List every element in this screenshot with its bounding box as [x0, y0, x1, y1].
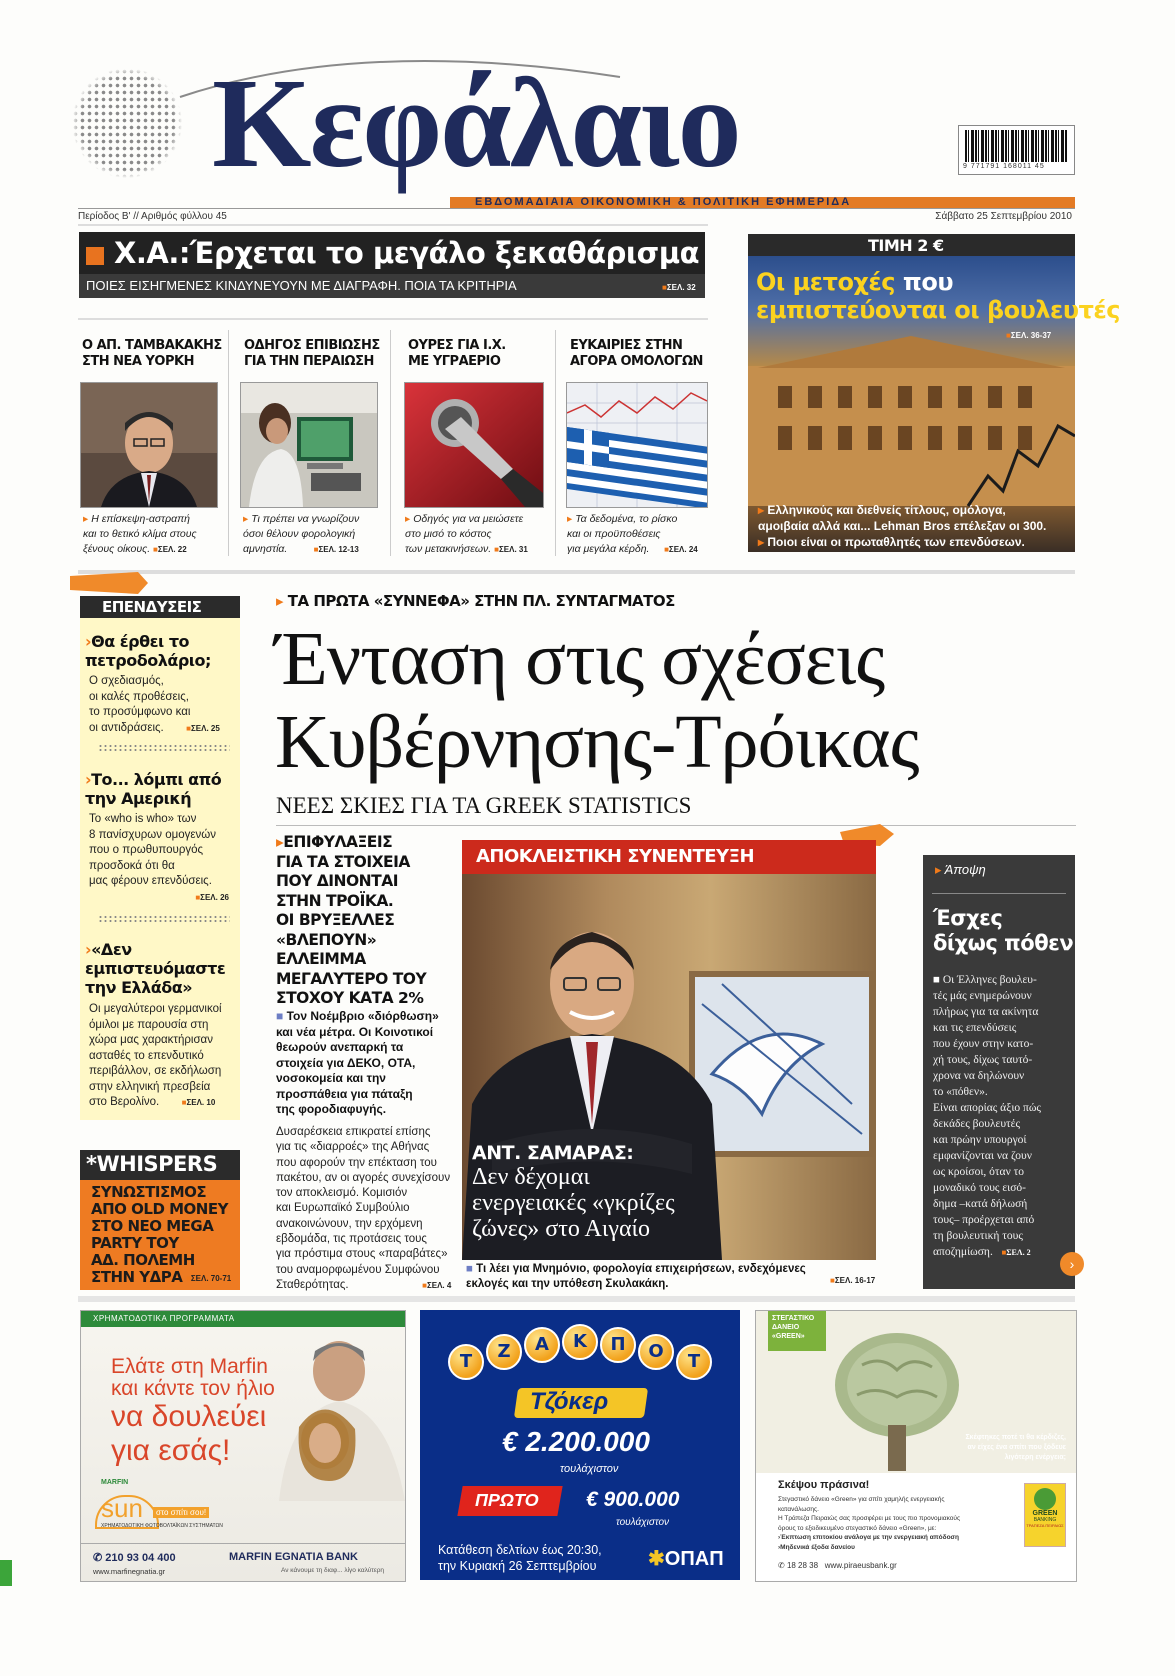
masthead-subtitle: ΕΒΔΟΜΑΔΙΑΙΑ ΟΙΚΟΝΟΜΙΚΗ & ΠΟΛΙΤΙΚΗ ΕΦΗΜΕΡΙΔΑ — [475, 196, 852, 208]
barcode-number: 9 771791 168011 45 — [963, 163, 1045, 170]
jackpot-letter-ball: Ζ — [486, 1334, 522, 1370]
investment-body — [89, 674, 220, 736]
headline-line: εμπιστευόμαστε — [85, 959, 226, 978]
question-line: Σκέφτηκες ποτέ τι θα κέρδιζες, — [965, 1434, 1066, 1441]
heading-line: ΕΛΛΕΙΜΜΑ — [276, 950, 366, 968]
teaser-caption: ▸ Τι πρέπει να γνωρίζουν όσοι θέλουν φορολογική αμνηστία. ■ ΣΕΛ. 12-13 — [243, 512, 359, 557]
bank-name: MARFIN EGNATIA BANK — [229, 1551, 358, 1563]
body-line: που ο πρωθυπουργός — [89, 844, 204, 856]
body-line: όμιλοι με παρουσία στη — [89, 1018, 209, 1031]
teaser-heading-line: ΕΥΚΑΙΡΙΕΣ ΣΤΗΝ — [570, 338, 683, 353]
teaser-heading-line: Ο ΑΠ. ΤΑΜΒΑΚΑΚΗΣ — [82, 338, 222, 353]
phone-number: 210 93 04 400 — [105, 1552, 176, 1564]
ad-question — [906, 1433, 1066, 1463]
item-line: PARTY ΤΟΥ — [91, 1234, 179, 1252]
heading-line: ΟΙ ΒΡΥΞΕΛΛΕΣ — [276, 911, 395, 929]
lead-line: Τον Νοέμβριο «διόρθωση» — [286, 1009, 439, 1023]
teaser-heading[interactable] — [82, 338, 222, 370]
question-line: αν είχες ένα σπίτι που ξόδευε — [967, 1444, 1066, 1451]
orange-arrow-icon — [70, 572, 150, 594]
caption-line: των μετακινήσεων. — [405, 543, 492, 555]
whispers-item[interactable] — [91, 1184, 228, 1286]
page-ref: ■ ΣΕΛ. 2 — [1001, 1248, 1030, 1257]
deadline-text — [438, 1542, 602, 1574]
couple-photo — [259, 1331, 405, 1501]
issue-date: Σάββατο 25 Σεπτεμβρίου 2010 — [935, 211, 1072, 222]
ad-phone[interactable]: ✆ 210 93 04 400 — [93, 1552, 176, 1564]
caption-line: και το θετικό κλίμα στους — [83, 528, 197, 540]
body-line: Οι Έλληνες βουλευ- — [942, 974, 1037, 986]
mps-caption: ▸ Ποιοι είναι οι πρωταθλητές των επενδύσεων. — [758, 535, 1025, 549]
body-line: χρονα να δηλώνουν — [933, 1070, 1025, 1082]
page-ref: ■ ΣΕΛ. 10 — [182, 1098, 216, 1107]
body-line: Σταθερότητας. — [276, 1278, 349, 1291]
logo-text: BANKING — [1033, 1517, 1057, 1523]
caption-line: εκλογές και την υπόθεση Σκυλακάκη. — [466, 1278, 669, 1290]
headline-part: Οι μετοχές — [756, 268, 895, 296]
heading-line: ΣΤΟΧΟΥ ΚΑΤΑ 2% — [276, 989, 424, 1007]
body-line: πακέτου, αν οι αγορές συνεχίσουν — [276, 1171, 451, 1184]
caption-line: Η επίσκεψη-αστραπή — [91, 513, 190, 525]
divider — [78, 224, 708, 226]
teaser-photo-fuel[interactable] — [404, 382, 544, 508]
caption-line: Τι πρέπει να γνωρίζουν — [251, 513, 360, 525]
ad-tag — [772, 1314, 814, 1341]
masthead-title: Κεφάλαιο — [212, 52, 740, 194]
headline-part: που — [902, 268, 954, 296]
headline-line: «Δεν — [91, 940, 132, 959]
heading-line: ΓΙΑ ΤΑ ΣΤΟΙΧΕΙΑ — [276, 852, 410, 871]
tab-label: Άποψη — [944, 862, 986, 877]
body-line: χώρα μας χαρακτήρισαν — [89, 1034, 213, 1046]
body-line: Ο σχεδιασμός, — [89, 675, 164, 687]
tag-line: ΣΤΕΓΑΣΤΙΚΟ — [772, 1315, 815, 1322]
question-line: λιγότερη ενέργεια; — [1004, 1454, 1066, 1461]
section-label: ΕΠΕΝΔΥΣΕΙΣ — [102, 598, 202, 616]
body-line: εβδομάδα, τις προτάσεις τους — [276, 1233, 427, 1246]
minimum-label: τουλάχιστον — [616, 1517, 670, 1528]
slogan-line: και κάντε τον ήλιο — [111, 1377, 275, 1400]
teaser-heading-line: ΓΙΑ ΤΗΝ ΠΕΡΑΙΩΣΗ — [244, 354, 374, 369]
jackpot-letter-ball: Ο — [638, 1334, 674, 1370]
heading-line: ΕΠΙΦΥΛΑΞΕΙΣ — [283, 833, 393, 851]
jackpot-letter-ball: Α — [524, 1327, 560, 1363]
logo-text: ΤΡΑΠΕΖΑ ΠΕΙΡΑΙΩΣ — [1026, 1523, 1064, 1528]
body-line: τές μάς ενημερώνουν — [933, 990, 1032, 1002]
body-line: το «πόθεν». — [933, 1086, 988, 1098]
barcode-lines — [965, 130, 1068, 162]
item-line: ΣΤΗΝ ΥΔΡΑ — [91, 1268, 183, 1286]
teaser-photo-tamvakakis[interactable] — [80, 382, 218, 508]
headline-part: εμπιστεύονται οι βουλευτές — [756, 296, 1121, 324]
headline-line: πετροδολάριο; — [85, 651, 211, 670]
body-line: εμφανίζονται να ζουν — [933, 1150, 1032, 1162]
body-line: και Ευρωπαϊκό Συμβούλιο — [276, 1202, 410, 1215]
logo-text: ΧΡΗΜΑΤΟΔΟΤΙΚΗ ΦΩΤΟΒΟΛΤΑΪΚΩΝ ΣΥΣΤΗΜΑΤΩΝ — [101, 1523, 223, 1529]
tzoker-logo: Τζόκερ — [530, 1388, 609, 1415]
page-ref: ■ ΣΕΛ. 4 — [422, 1281, 451, 1290]
ad-description — [778, 1495, 960, 1552]
teaser-photo-office[interactable] — [240, 382, 378, 508]
proto-amount: € 900.000 — [586, 1488, 680, 1511]
body-line: το προσύμφωνο και — [89, 706, 191, 718]
desc-line: ›Μηδενικά έξοδα δανείου — [778, 1543, 855, 1551]
green-banking-logo — [1024, 1483, 1066, 1547]
headline-line: Θα έρθει το — [91, 632, 190, 651]
teaser-heading[interactable] — [570, 338, 703, 370]
caption-line: όσοι θέλουν φορολογική — [243, 528, 356, 540]
logo-text: στο σπίτι σου! — [153, 1507, 209, 1518]
heading-line: ΠΟΥ ΔΙΝΟΝΤΑΙ — [276, 872, 398, 890]
slogan-line: να δουλεύει — [111, 1400, 267, 1433]
page-ref: ■ ΣΕΛ. 36-37 — [1006, 331, 1051, 340]
edge-marker — [0, 1560, 12, 1586]
lead-line: νοσοκομεία και την — [276, 1071, 386, 1085]
heading-line: ΜΕΓΑΛΥΤΕΡΟ ΤΟΥ — [276, 969, 427, 988]
quote-line: ζώνες» στο Αιγαίο — [472, 1216, 650, 1242]
caption-line: Τι λέει για Μνημόνιο, φορολογία επιχειρήσεων, ενδεχόμενες — [476, 1263, 806, 1275]
tag-line: «GREEN» — [772, 1333, 805, 1340]
page-ref: ■ ΣΕΛ. 16-17 — [830, 1276, 875, 1285]
body-line: μοναδικό τους εισό- — [933, 1182, 1027, 1194]
quote-line: Δεν δέχομαι — [472, 1164, 590, 1190]
body-line: δημα –κατά δήλωσή — [933, 1198, 1028, 1210]
deadline-line: Κατάθεση δελτίων έως 20:30, — [438, 1543, 602, 1557]
body-line: Οι μεγαλύτεροι γερμανικοί — [89, 1003, 222, 1015]
body-line: που έχουν στην κατο- — [933, 1038, 1034, 1050]
page-ref: ■ ΣΕΛ. 31 — [494, 545, 528, 554]
logo-text: GREEN — [1032, 1510, 1058, 1517]
body-line: για τις «διαρροές» της Αθήνας — [276, 1141, 430, 1154]
jackpot-amount: € 2.200.000 — [502, 1426, 650, 1457]
jackpot-letter-ball: Κ — [562, 1324, 598, 1360]
body-line: που αφορούν την επέκταση του — [276, 1156, 437, 1169]
logo-text: MARFIN — [101, 1479, 129, 1486]
item-line: ΑΠΟ OLD MONEY — [91, 1200, 228, 1218]
body-line: προσδοκά ότι θα — [89, 859, 175, 872]
body-line: του αναμορφωμένου Συμφώνου — [276, 1263, 440, 1276]
summary-lead: ■ Τον Νοέμβριο «διόρθωση» και νέα μέτρα. Οι Κοινοτικοί θεωρούν ανεπαρκή τα στοιχεία για ΔΕΚΟ, ΟΤΑ, νοσοκομεία και την προσπάθεια για πάταξη της φοροδιαφυγής. — [276, 1009, 439, 1116]
body-line: οι καλές προθέσεις, — [89, 690, 189, 703]
ad-website[interactable]: www.marfinegnatia.gr — [93, 1567, 166, 1576]
headline-line: την Ελλάδα» — [85, 978, 193, 997]
heading-line: «ΒΛΕΠΟΥΝ» — [276, 930, 377, 949]
divider — [276, 825, 1076, 826]
body-line: χή τους, δίχως ταυτό- — [933, 1054, 1033, 1066]
body-line: τη βουλευτική τους — [933, 1230, 1023, 1242]
body-line: ως κροίσοι, όταν το — [933, 1166, 1025, 1178]
mps-caption: ▸ Ελληνικούς και διεθνείς τίτλους, ομόλογα, — [758, 503, 1006, 517]
caption-line: στο μισό το κόστος — [405, 528, 492, 540]
desc-line: Η Τράπεζα Πειραιώς σας προσφέρει με τους πιο προνομιακούς — [778, 1515, 961, 1522]
caption-line: αμνηστία. — [243, 543, 288, 555]
ad-headline: Σκέψου πράσινα! — [778, 1479, 870, 1491]
divider — [78, 570, 1075, 574]
marfin-sun-logo — [95, 1479, 225, 1527]
body-line: Δυσαρέσκεια επικρατεί επίσης — [276, 1126, 431, 1138]
main-headline[interactable] — [275, 618, 919, 784]
jackpot-letter-ball: Π — [600, 1327, 636, 1363]
jackpot-letters — [420, 1310, 740, 1380]
headline-line: Το... λόμπι από — [91, 770, 222, 789]
divider — [78, 1296, 1075, 1302]
investment-headline[interactable]: ›«Δεν εμπιστευόμαστε την Ελλάδα» — [85, 940, 226, 997]
interview-caption: ■ Τι λέει για Μνημόνιο, φορολογία επιχειρήσεων, ενδεχόμενες εκλογές και την υπόθεση Σκυλακάκη. — [466, 1262, 866, 1292]
divider — [932, 893, 1066, 894]
body-line: τους– προέρχεται από — [933, 1214, 1035, 1226]
page-ref: ■ ΣΕΛ. 32 — [662, 283, 696, 292]
dotted-divider — [98, 744, 230, 752]
body-line: δεκάδες βουλευτές — [933, 1118, 1021, 1130]
teaser-caption: ▸ Τα δεδομένα, το ρίσκο και οι προϋποθέσεις για μεγάλα κέρδη. ■ ΣΕΛ. 24 — [567, 512, 698, 557]
body-line: Το «who is who» των — [89, 813, 197, 825]
ad-tag: ΧΡΗΜΑΤΟΔΟΤΙΚΑ ΠΡΟΓΡΑΜΜΑΤΑ — [93, 1314, 235, 1323]
body-line: και πρώην υπουργοί — [933, 1134, 1027, 1146]
page-ref: ■ ΣΕΛ. 70-71 — [186, 1274, 231, 1283]
divider — [555, 330, 556, 556]
item-line: ΑΔ. ΠΟΛΕΜΗ — [91, 1251, 195, 1269]
investment-headline[interactable]: ›Το... λόμπι από την Αμερική — [85, 770, 222, 808]
minimum-label: τουλάχιστον — [560, 1463, 619, 1475]
bank-slogan: Αν κάνουμε τη διαφ... λίγο καλύτερη — [281, 1567, 385, 1574]
lead-line: και νέα μέτρα. Οι Κοινοτικοί — [276, 1024, 434, 1039]
arrow-down-icon — [86, 247, 104, 265]
ad-green-banking[interactable] — [755, 1310, 1077, 1582]
phone-number: 18 28 38 — [786, 1561, 819, 1570]
headline-line: Έσχες — [933, 906, 1003, 930]
page-ref: ■ ΣΕΛ. 12-13 — [314, 545, 359, 554]
body-line: περιβάλλον, σε εκδήλωση — [89, 1065, 222, 1077]
barcode — [958, 125, 1075, 175]
lead-headline[interactable]: Χ.Α.:Έρχεται το μεγάλο ξεκαθάρισμα — [114, 236, 700, 270]
caption-line: Ελληνικούς και διεθνείς τίτλους, ομόλογα, — [767, 503, 1006, 517]
proto-logo: ΠΡΩΤΟ — [475, 1490, 539, 1510]
caption-line: Ποιοι είναι οι πρωταθλητές των επενδύσεων. — [767, 535, 1025, 549]
investment-headline[interactable]: ›Θα έρθει το πετροδολάριο; — [85, 632, 211, 670]
ad-contact[interactable]: ✆ 18 28 38 www.piraeusbank.gr — [778, 1561, 897, 1570]
body-line: αποζημίωση. — [933, 1246, 993, 1258]
body-line: ανακοινώνουν, την ερχόμενη — [276, 1217, 423, 1230]
body-line: στην ελληνική πρεσβεία — [89, 1080, 211, 1093]
interview-label: ΑΠΟΚΛΕΙΣΤΙΚΗ ΣΥΝΕΝΤΕΥΞΗ — [476, 846, 755, 867]
kicker-text: ΤΑ ΠΡΩΤΑ «ΣΥΝΝΕΦΑ» ΣΤΗΝ ΠΛ. ΣΥΝΤΑΓΜΑΤΟΣ — [287, 592, 675, 610]
deadline-line: την Κυριακή 26 Σεπτεμβρίου — [438, 1559, 597, 1573]
teaser-heading-line: ΑΓΟΡΑ ΟΜΟΛΟΓΩΝ — [570, 354, 703, 369]
item-line: ΣΤΟ ΝΕΟ MEGA — [91, 1217, 214, 1235]
caption-line: και οι προϋποθέσεις — [567, 528, 661, 540]
lead-line: προσπάθεια για πάταξη — [276, 1086, 413, 1101]
desc-line: κατανάλωσης. — [778, 1505, 819, 1513]
opinion-body: ■ Οι Έλληνες βουλευ- τές μάς ενημερώνουν πλήρως για τα ακίνητα και τις επενδύσεις που έχουν στην κατο- χή τους, δίχως ταυτό- χρονα να δηλώνουν το «πόθεν». Είναι απορίας άξιο πώς δεκάδες βουλευτές και πρώην υπουργοί εμφανίζονται να ζουν ως κροίσοι, όταν το μοναδικό τους εισό- δημα –κατά δήλωσή τους– προέρχεται από τη βουλευτική τους αποζημίωση. ■ ΣΕΛ. 2 — [933, 972, 1061, 1261]
divider — [78, 208, 1075, 209]
teaser-caption: ▸ Οδηγός για να μειώσετε στο μισό το κόστος των μετακινήσεων. ■ ΣΕΛ. 31 — [405, 512, 528, 557]
body-line: Είναι απορίας άξιο πώς — [933, 1102, 1041, 1114]
arrow-right-icon[interactable]: › — [1060, 1252, 1084, 1276]
desc-line: Στεγαστικό δάνειο «Green» για σπίτι χαμηλής ενεργειακής — [778, 1496, 945, 1503]
headline-line: δίχως πόθεν — [933, 931, 1074, 955]
page-ref: ■ ΣΕΛ. 22 — [153, 545, 187, 554]
jackpot-letter-ball: Τ — [448, 1344, 484, 1380]
body-line: τον αποκλεισμό. Κομισιόν — [276, 1187, 408, 1200]
slogan-line: Ελάτε στη Marfin — [111, 1355, 268, 1378]
teaser-heading[interactable] — [408, 338, 506, 370]
teaser-heading-line: ΟΥΡΕΣ ΓΙΑ Ι.Χ. — [408, 338, 506, 353]
caption-line: ξένους οίκους. — [83, 543, 151, 555]
body-line: οι αντιδράσεις. — [89, 721, 164, 734]
mps-caption: αμοιβαία αλλά και... Lehman Bros επέλεξαν οι 300. — [758, 519, 1047, 533]
summary-heading[interactable]: ▸ΕΠΙΦΥΛΑΞΕΙΣ ΓΙΑ ΤΑ ΣΤΟΙΧΕΙΑ ΠΟΥ ΔΙΝΟΝΤΑΙ ΣΤΗΝ ΤΡΟΪΚΑ. ΟΙ ΒΡΥΞΕΛΛΕΣ «ΒΛΕΠΟΥΝ» ΕΛΛΕΙΜΜΑ ΜΕΓΑΛΥΤΕΡΟ ΤΟΥ ΣΤΟΧΟΥ ΚΑΤΑ 2% — [276, 833, 427, 1007]
body-line: για πρόστιμα στους «παραβάτες» — [276, 1248, 448, 1261]
opinion-tab: ▸ Άποψη — [935, 862, 986, 877]
investment-body — [89, 1002, 222, 1111]
caption-line: για μεγάλα κέρδη. — [567, 543, 650, 555]
dotted-divider — [98, 915, 230, 923]
caption-line: Τα δεδομένα, το ρίσκο — [575, 513, 678, 525]
divider — [228, 330, 229, 556]
body-line: ασταθές το επενδυτικό — [89, 1049, 204, 1062]
slogan-line: για εσάς! — [111, 1434, 231, 1467]
teaser-caption: ▸ Η επίσκεψη-αστραπή και το θετικό κλίμα στους ξένους οίκους. ■ ΣΕΛ. 22 — [83, 512, 197, 557]
opap-text: ΟΠΑΠ — [664, 1548, 724, 1570]
price: ΤΙΜΗ 2 € — [868, 236, 944, 255]
teaser-heading-line: ΜΕ ΥΓΡΑΕΡΙΟ — [408, 354, 501, 369]
lead-line: θεωρούν ανεπαρκή τα — [276, 1040, 404, 1054]
headline-line: Ένταση στις σχέσεις — [275, 617, 885, 701]
ad-marfin[interactable] — [80, 1310, 406, 1582]
desc-line: ›Έκπτωση επιτοκίου ανάλογα με την ενεργειακή απόδοση — [778, 1534, 959, 1541]
mps-headline[interactable] — [756, 268, 1120, 324]
interview-quote[interactable] — [472, 1164, 675, 1242]
page-ref: ■ ΣΕΛ. 24 — [664, 545, 698, 554]
jackpot-letter-ball: Τ — [676, 1344, 712, 1380]
ad-slogan — [111, 1356, 275, 1468]
ad-tzoker[interactable] — [420, 1310, 740, 1580]
website: www.piraeusbank.gr — [824, 1561, 897, 1570]
headline-line: Κυβέρνησης-Τρόικας — [275, 700, 919, 784]
divider — [78, 318, 708, 320]
caption-line: Οδηγός για να μειώσετε — [413, 513, 524, 525]
teaser-heading-line: ΣΤΗ ΝΕΑ ΥΟΡΚΗ — [82, 354, 194, 369]
lead-line: στοιχεία για ΔΕΚΟ, ΟΤΑ, — [276, 1055, 416, 1070]
interview-subject: ΑΝΤ. ΣΑΜΑΡΑΣ: — [472, 1142, 634, 1164]
logo-text: sun — [101, 1493, 143, 1523]
teaser-heading[interactable] — [244, 338, 380, 370]
summary-body — [276, 1125, 451, 1293]
teaser-photo-greek-flag-chart[interactable] — [566, 382, 708, 508]
headline-line: την Αμερική — [85, 789, 192, 808]
quote-line: ενεργειακές «γκρίζες — [472, 1190, 675, 1216]
body-line: πλήρως για τα ακίνητα — [933, 1006, 1039, 1018]
body-line: 8 πανίσχυρων ομογενών — [89, 828, 216, 841]
heading-line: ΣΤΗΝ ΤΡΟΪΚΑ. — [276, 891, 394, 910]
opap-logo: ✱ΟΠΑΠ — [648, 1548, 724, 1570]
body-line: στο Βερολίνο. — [89, 1096, 160, 1108]
desc-line: όρους το εξειδικευμένο στεγαστικό δάνειο «Green», με: — [778, 1524, 937, 1532]
item-line: ΣΥΝΩΣΤΙΣΜΟΣ — [91, 1183, 207, 1201]
deck: ΝΕΕΣ ΣΚΙΕΣ ΓΙΑ ΤΑ GREEK STATISTICS — [276, 793, 692, 818]
opinion-headline[interactable] — [933, 906, 1073, 956]
lead-line: της φοροδιαφυγής. — [276, 1102, 387, 1116]
kicker: ▸ ΤΑ ΠΡΩΤΑ «ΣΥΝΝΕΦΑ» ΣΤΗΝ ΠΛ. ΣΥΝΤΑΓΜΑΤΟΣ — [276, 592, 675, 610]
edition-info: Περίοδος Β' // Αριθμός φύλλου 45 — [78, 211, 227, 222]
body-line: μας φέρουν επενδύσεις. — [89, 875, 212, 887]
page-ref: ■ ΣΕΛ. 25 — [186, 724, 220, 733]
lead-subheading: ΠΟΙΕΣ ΕΙΣΗΓΜΕΝΕΣ ΚΙΝΔΥΝΕΥΟΥΝ ΜΕ ΔΙΑΓΡΑΦΗ. ΠΟΙΑ ΤΑ ΚΡΙΤΗΡΙΑ — [86, 278, 517, 293]
page-ref: ■ ΣΕΛ. 26 — [195, 893, 229, 902]
investment-body — [89, 812, 229, 905]
divider — [390, 330, 391, 556]
tag-line: ΔΑΝΕΙΟ — [772, 1324, 800, 1331]
whispers-title: *WHISPERS — [86, 1152, 218, 1176]
teaser-heading-line: ΟΔΗΓΟΣ ΕΠΙΒΙΩΣΗΣ — [244, 338, 380, 353]
body-line: και τις επενδύσεις — [933, 1022, 1017, 1034]
